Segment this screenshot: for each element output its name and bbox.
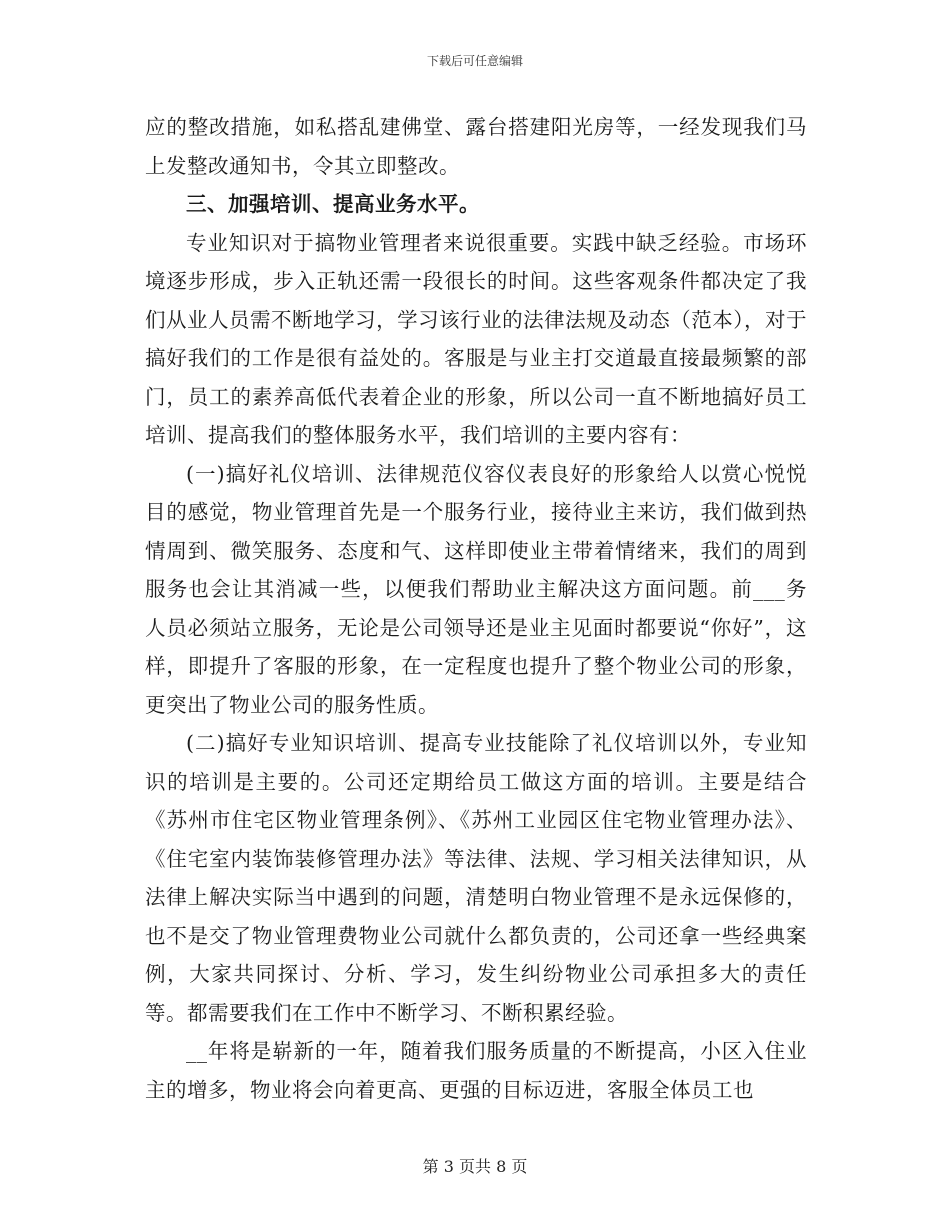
paragraph-etiquette-training: (一)搞好礼仪培训、法律规范仪容仪表良好的形象给人以赏心悦悦目的感觉，物业管理首先是一个服务行业，接待业主来访，我们做到热情周到、微笑服务、态度和气、这样即使业主带着情绪来，我们的周到服务也会让其消减一些，以便我们帮助业主解决这方面问题。前___务人员必须站立服务，无论是公司领导还是业主见面时都要说“你好”，这样，即提升了客服的形象，在一定程度也提升了整个物业公司的形象，更突出了物业公司的服务性质。 xyxy=(145,461,807,717)
paragraph-training-intro: 专业知识对于搞物业管理者来说很重要。实践中缺乏经验。市场环境逐步形成，步入正轨还需一段很长的时间。这些客观条件都决定了我们从业人员需不断地学习，学习该行业的法律法规及动态（范本），对于搞好我们的工作是很有益处的。客服是与业主打交道最直接最频繁的部门，员工的素养高低代表着企业的形象，所以公司一直不断地搞好员工培训、提高我们的整体服务水平，我们培训的主要内容有： xyxy=(145,230,807,447)
page-header-note: 下载后可任意编辑 xyxy=(426,54,523,68)
page-number: 第 3 页共 8 页 xyxy=(422,1157,528,1176)
paragraph-continuation: 应的整改措施，如私搭乱建佛堂、露台搭建阳光房等，一经发现我们马上发整改通知书，令其立即整改。 xyxy=(145,115,807,178)
paragraph-professional-training: (二)搞好专业知识培训、提高专业技能除了礼仪培训以外，专业知识的培训是主要的。公司还定期给员工做这方面的培训。主要是结合《苏州市住宅区物业管理条例》、《苏州工业园区住宅物业管理办法》、《住宅室内装饰装修管理办法》等法律、法规、学习相关法律知识，从法律上解决实际当中遇到的问题，清楚明白物业管理不是永远保修的，也不是交了物业管理费物业公司就什么都负责的，公司还拿一些经典案例，大家共同探讨、分析、学习，发生纠纷物业公司承担多大的责任等。都需要我们在工作中不断学习、不断积累经验。 xyxy=(145,731,807,1025)
paragraph-outlook: __年将是崭新的一年，随着我们服务质量的不断提高，小区入住业主的增多，物业将会向着更高、更强的目标迈进，客服全体员工也 xyxy=(145,1039,807,1102)
document-body xyxy=(145,108,807,1109)
section-heading: 三、加强培训、提高业务水平。 xyxy=(186,192,480,216)
